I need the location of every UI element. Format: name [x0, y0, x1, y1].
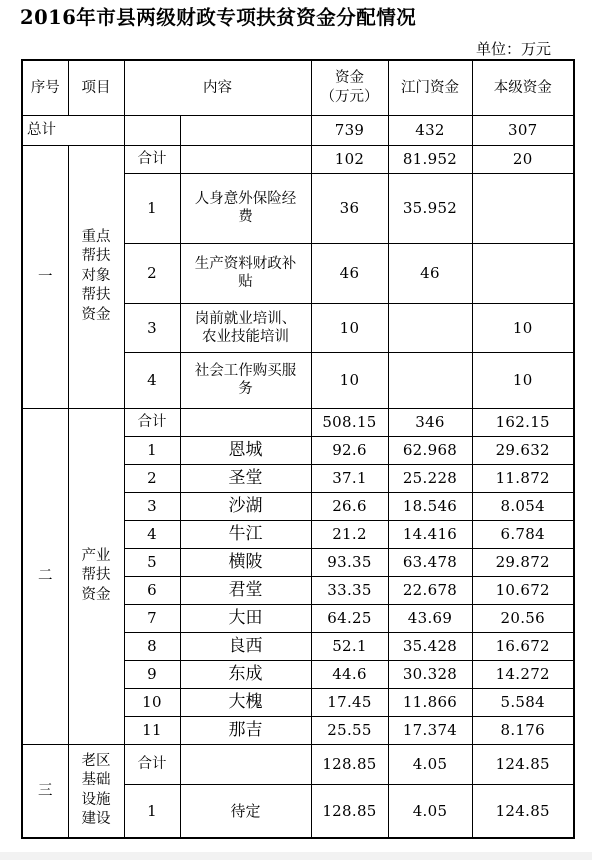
section2-subtotal-row [22, 408, 574, 436]
row-content: 大槐 [180, 688, 311, 716]
row-content: 良西 [180, 632, 311, 660]
row-local: 5.584 [472, 688, 574, 716]
row-number: 8 [124, 632, 180, 660]
section3-subtotal-row [22, 744, 574, 784]
row-jiangmen: 46 [388, 243, 472, 303]
row-local: 8.176 [472, 716, 574, 744]
row-local: 10.672 [472, 576, 574, 604]
row-funds: 21.2 [311, 520, 388, 548]
row-content [180, 243, 311, 303]
funds-table [21, 59, 575, 839]
row-number: 3 [124, 492, 180, 520]
row-jiangmen: 43.69 [388, 604, 472, 632]
header-funds-line2: （万元） [320, 88, 379, 105]
section1-project-line: 帮扶 [81, 248, 111, 265]
row-jiangmen: 14.416 [388, 520, 472, 548]
section1-subtotal-jiangmen: 81.952 [388, 145, 472, 173]
section1-subtotal-label: 合计 [124, 145, 180, 173]
row-content: 圣堂 [180, 464, 311, 492]
row-number: 2 [124, 243, 180, 303]
row-jiangmen: 25.228 [388, 464, 472, 492]
row-number: 1 [124, 173, 180, 243]
section3-subtotal-label: 合计 [124, 744, 180, 784]
row-content [180, 173, 311, 243]
section1-project-line: 重点 [81, 228, 111, 245]
row-content: 大田 [180, 604, 311, 632]
row-number: 1 [124, 436, 180, 464]
section1-subtotal-blank [180, 145, 311, 173]
row-funds: 46 [311, 243, 388, 303]
row-funds: 10 [311, 303, 388, 352]
section1-subtotal-funds: 102 [311, 145, 388, 173]
row-funds: 10 [311, 352, 388, 408]
row-funds: 52.1 [311, 632, 388, 660]
row-number: 9 [124, 660, 180, 688]
row-local [472, 173, 574, 243]
row-jiangmen: 30.328 [388, 660, 472, 688]
section3-subtotal-local: 124.85 [472, 744, 574, 784]
section2-project-line: 产业 [81, 547, 111, 564]
row-jiangmen: 22.678 [388, 576, 472, 604]
row-content-line: 生产资料财政补 [194, 256, 297, 272]
section3-seq: 三 [22, 744, 68, 838]
unit-label: 单位：万元 [476, 40, 552, 58]
row-number: 5 [124, 548, 180, 576]
row-content: 牛江 [180, 520, 311, 548]
section2-project-line: 帮扶 [81, 567, 111, 584]
row-content: 那吉 [180, 716, 311, 744]
row-funds: 93.35 [311, 548, 388, 576]
row-local: 29.872 [472, 548, 574, 576]
section2-subtotal-jiangmen: 346 [388, 408, 472, 436]
row-jiangmen [388, 303, 472, 352]
section3-project-line: 设施 [81, 791, 111, 808]
row-content: 君堂 [180, 576, 311, 604]
section3-subtotal-jiangmen: 4.05 [388, 744, 472, 784]
section2-project [68, 408, 124, 744]
row-local: 6.784 [472, 520, 574, 548]
row-funds: 25.55 [311, 716, 388, 744]
row-local: 29.632 [472, 436, 574, 464]
section3-subtotal-funds: 128.85 [311, 744, 388, 784]
section1-seq: 一 [22, 145, 68, 408]
row-number: 6 [124, 576, 180, 604]
section1-project-line: 资金 [81, 306, 111, 323]
document-title: 2016年市县两级财政专项扶贫资金分配情况 [20, 6, 417, 29]
row-content-line: 社会工作购买服 [194, 363, 297, 379]
header-local: 本级资金 [472, 60, 574, 115]
row-content-line: 贴 [238, 274, 253, 290]
row-number: 10 [124, 688, 180, 716]
row-funds: 33.35 [311, 576, 388, 604]
header-content: 内容 [124, 60, 311, 115]
page-bottom-edge [0, 852, 592, 860]
total-label: 总计 [22, 115, 124, 145]
row-local: 16.672 [472, 632, 574, 660]
section2-subtotal-funds: 508.15 [311, 408, 388, 436]
section2-subtotal-local: 162.15 [472, 408, 574, 436]
header-seq: 序号 [22, 60, 68, 115]
row-funds: 64.25 [311, 604, 388, 632]
row-funds: 26.6 [311, 492, 388, 520]
row-jiangmen: 35.952 [388, 173, 472, 243]
section2-subtotal-label: 合计 [124, 408, 180, 436]
total-row [22, 115, 574, 145]
row-content-line: 费 [238, 209, 253, 225]
row-local: 20.56 [472, 604, 574, 632]
total-blank-a [124, 115, 180, 145]
row-number: 1 [124, 784, 180, 838]
row-jiangmen: 18.546 [388, 492, 472, 520]
row-local: 11.872 [472, 464, 574, 492]
total-jiangmen: 432 [388, 115, 472, 145]
row-number: 4 [124, 352, 180, 408]
row-number: 11 [124, 716, 180, 744]
row-jiangmen: 62.968 [388, 436, 472, 464]
row-content-line: 农业技能培训 [202, 328, 289, 345]
row-local: 124.85 [472, 784, 574, 838]
section1-subtotal-local: 20 [472, 145, 574, 173]
section3-project-line: 老区 [81, 752, 111, 769]
header-project: 项目 [68, 60, 124, 115]
row-content: 恩城 [180, 436, 311, 464]
section3-project-line: 建设 [81, 811, 111, 828]
row-funds: 44.6 [311, 660, 388, 688]
row-number: 3 [124, 303, 180, 352]
row-local: 8.054 [472, 492, 574, 520]
row-content-line: 岗前就业培训、 [194, 310, 297, 327]
row-content [180, 352, 311, 408]
total-local: 307 [472, 115, 574, 145]
section3-subtotal-blank [180, 744, 311, 784]
row-funds: 128.85 [311, 784, 388, 838]
row-local: 10 [472, 352, 574, 408]
section2-subtotal-blank [180, 408, 311, 436]
row-number: 4 [124, 520, 180, 548]
section3-project-line: 基础 [81, 772, 111, 789]
row-number: 2 [124, 464, 180, 492]
header-funds [311, 60, 388, 115]
section3-project [68, 744, 124, 838]
row-content-line: 人身意外保险经 [194, 191, 297, 207]
section1-project-line: 对象 [81, 267, 111, 284]
row-jiangmen: 63.478 [388, 548, 472, 576]
total-funds: 739 [311, 115, 388, 145]
row-content-line: 务 [238, 381, 253, 397]
row-jiangmen: 11.866 [388, 688, 472, 716]
section1-subtotal-row [22, 145, 574, 173]
row-funds: 92.6 [311, 436, 388, 464]
row-local [472, 243, 574, 303]
row-funds: 37.1 [311, 464, 388, 492]
row-content: 东成 [180, 660, 311, 688]
section2-seq: 二 [22, 408, 68, 744]
row-local: 10 [472, 303, 574, 352]
row-content: 沙湖 [180, 492, 311, 520]
section1-project [68, 145, 124, 408]
header-row [22, 60, 574, 115]
section2-project-line: 资金 [81, 586, 111, 603]
row-jiangmen: 35.428 [388, 632, 472, 660]
header-jiangmen: 江门资金 [388, 60, 472, 115]
row-funds: 17.45 [311, 688, 388, 716]
row-content: 横陂 [180, 548, 311, 576]
row-funds: 36 [311, 173, 388, 243]
header-funds-line1: 资金 [335, 69, 364, 86]
row-jiangmen: 4.05 [388, 784, 472, 838]
total-blank-b [180, 115, 311, 145]
row-jiangmen: 17.374 [388, 716, 472, 744]
row-local: 14.272 [472, 660, 574, 688]
row-number: 7 [124, 604, 180, 632]
section1-project-line: 帮扶 [81, 287, 111, 304]
row-content [180, 303, 311, 352]
row-content: 待定 [180, 784, 311, 838]
row-jiangmen [388, 352, 472, 408]
